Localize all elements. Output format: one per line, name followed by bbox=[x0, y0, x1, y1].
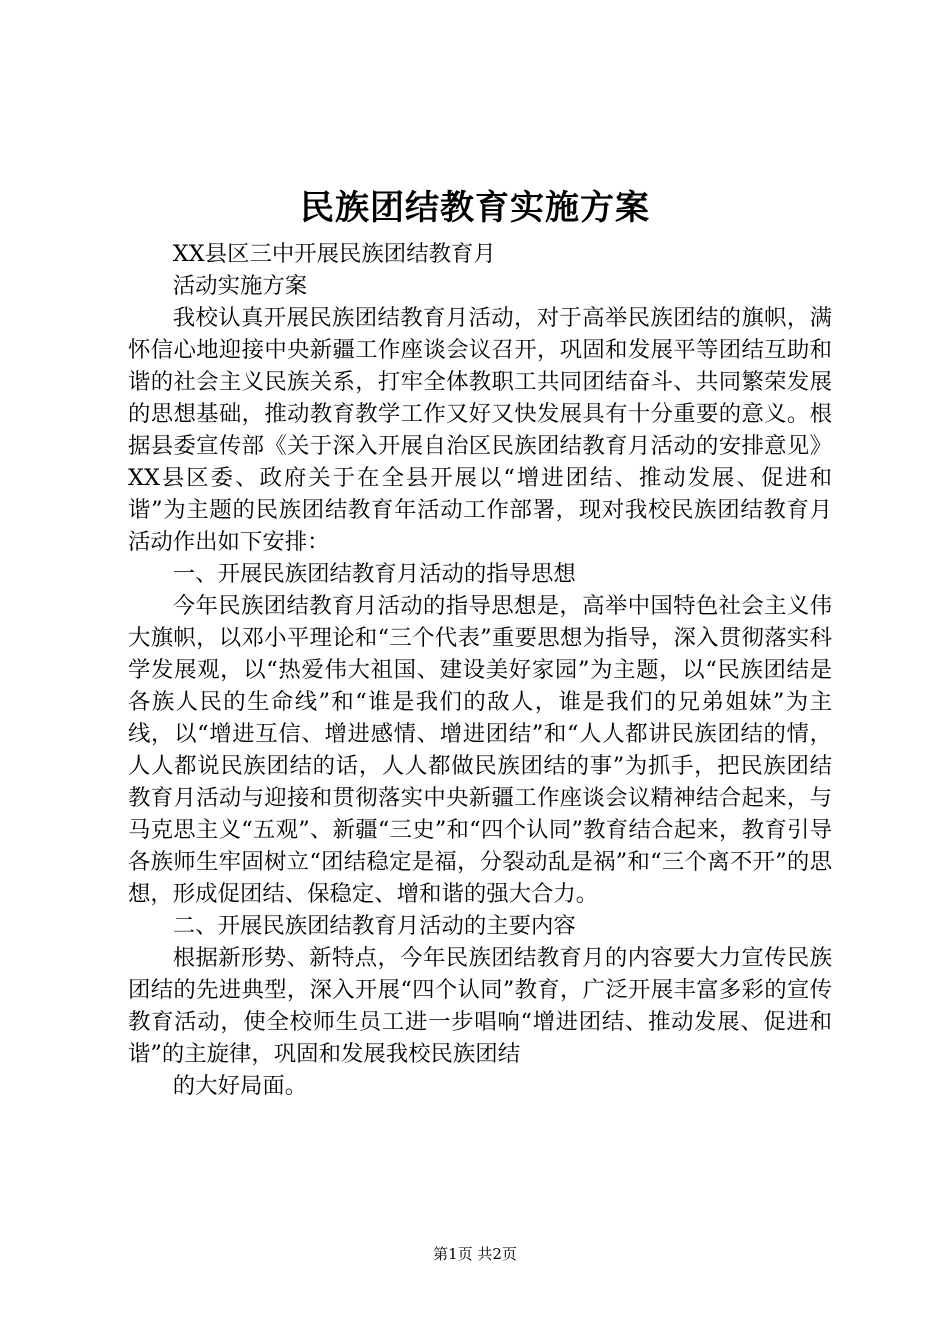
main-content-paragraph: 根据新形势、新特点，今年民族团结教育月的内容要大力宣传民族团结的先进典型，深入开展“四个认同”教育，广泛开展丰富多彩的宣传教育活动，使全校师生员工进一步唱响“增进团结、推动发展、促进和谐”的主旋律，巩固和发展我校民族团结 bbox=[128, 945, 832, 1067]
continuation-line: 的大好局面。 bbox=[172, 1073, 308, 1099]
document-body bbox=[128, 238, 832, 1102]
subtitle-line-1: XX县区三中开展民族团结教育月 bbox=[172, 241, 496, 267]
page-footer: 第1页 共2页 bbox=[433, 1245, 517, 1263]
intro-paragraph: 我校认真开展民族团结教育月活动，对于高举民族团结的旗帜，满怀信心地迎接中央新疆工作座谈会议召开，巩固和发展平等团结互助和谐的社会主义民族关系，打牢全体教职工共同团结奋斗、共同繁荣发展的思想基础，推动教育教学工作又好又快发展具有十分重要的意义。根据县委宣传部《关于深入开展自治区民族团结教育月活动的安排意见》XX县区委、政府关于在全县开展以“增进团结、推动发展、促进和谐”为主题的民族团结教育年活动工作部署，现对我校民族团结教育月活动作出如下安排： bbox=[128, 305, 832, 555]
section-heading-2: 二、开展民族团结教育月活动的主要内容 bbox=[172, 913, 576, 939]
document-title: 民族团结教育实施方案 bbox=[300, 188, 650, 228]
section-heading-1: 一、开展民族团结教育月活动的指导思想 bbox=[172, 561, 576, 587]
subtitle-line-2: 活动实施方案 bbox=[172, 273, 308, 299]
guiding-thought-paragraph: 今年民族团结教育月活动的指导思想是，高举中国特色社会主义伟大旗帜，以邓小平理论和“三个代表”重要思想为指导，深入贯彻落实科学发展观，以“热爱伟大祖国、建设美好家园”为主题，以“民族团结是各族人民的生命线”和“谁是我们的敌人，谁是我们的兄弟姐妹”为主线，以“增进互信、增进感情、增进团结”和“人人都讲民族团结的情，人人都说民族团结的话，人人都做民族团结的事”为抓手，把民族团结教育月活动与迎接和贯彻落实中央新疆工作座谈会议精神结合起来，与马克思主义“五观”、新疆“三史”和“四个认同”教育结合起来，教育引导各族师生牢固树立“团结稳定是福，分裂动乱是祸”和“三个离不开”的思想，形成促团结、保稳定、增和谐的强大合力。 bbox=[128, 593, 832, 907]
